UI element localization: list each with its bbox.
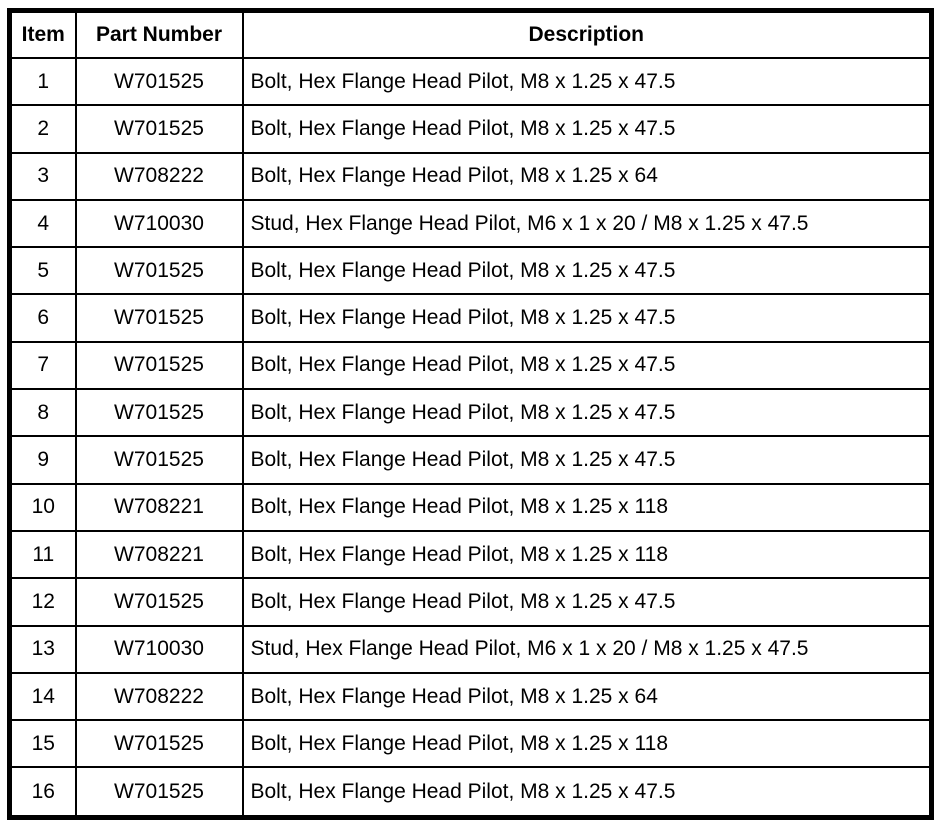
item-cell: 13: [10, 626, 76, 673]
part-number-cell: W701525: [76, 389, 243, 436]
description-cell: Bolt, Hex Flange Head Pilot, M8 x 1.25 x 47.5: [243, 247, 932, 294]
table-body: [10, 58, 932, 818]
item-cell: 9: [10, 436, 76, 483]
item-cell: 7: [10, 342, 76, 389]
column-header-description: Description: [243, 11, 932, 59]
table-row: [10, 531, 932, 578]
table-row: [10, 247, 932, 294]
description-cell: Bolt, Hex Flange Head Pilot, M8 x 1.25 x 47.5: [243, 342, 932, 389]
description-cell: Bolt, Hex Flange Head Pilot, M8 x 1.25 x 47.5: [243, 389, 932, 436]
header-row: [10, 11, 932, 59]
item-cell: 5: [10, 247, 76, 294]
table-row: [10, 200, 932, 247]
item-cell: 16: [10, 767, 76, 817]
description-cell: Bolt, Hex Flange Head Pilot, M8 x 1.25 x 47.5: [243, 436, 932, 483]
part-number-cell: W701525: [76, 767, 243, 817]
table-row: [10, 673, 932, 720]
column-header-part-number: Part Number: [76, 11, 243, 59]
table-row: [10, 389, 932, 436]
part-number-cell: W701525: [76, 436, 243, 483]
table-row: [10, 767, 932, 817]
description-cell: Stud, Hex Flange Head Pilot, M6 x 1 x 20 / M8 x 1.25 x 47.5: [243, 200, 932, 247]
column-header-item: Item: [10, 11, 76, 59]
part-number-cell: W710030: [76, 200, 243, 247]
description-cell: Stud, Hex Flange Head Pilot, M6 x 1 x 20 / M8 x 1.25 x 47.5: [243, 626, 932, 673]
part-number-cell: W701525: [76, 342, 243, 389]
description-cell: Bolt, Hex Flange Head Pilot, M8 x 1.25 x 64: [243, 673, 932, 720]
part-number-cell: W701525: [76, 58, 243, 105]
item-cell: 8: [10, 389, 76, 436]
description-cell: Bolt, Hex Flange Head Pilot, M8 x 1.25 x 118: [243, 720, 932, 767]
part-number-cell: W708221: [76, 531, 243, 578]
item-cell: 2: [10, 105, 76, 152]
part-number-cell: W701525: [76, 105, 243, 152]
table-row: [10, 626, 932, 673]
part-number-cell: W708222: [76, 673, 243, 720]
part-number-cell: W710030: [76, 626, 243, 673]
parts-table: [7, 8, 934, 820]
description-cell: Bolt, Hex Flange Head Pilot, M8 x 1.25 x 47.5: [243, 578, 932, 625]
part-number-cell: W701525: [76, 720, 243, 767]
table-row: [10, 436, 932, 483]
item-cell: 3: [10, 153, 76, 200]
item-cell: 14: [10, 673, 76, 720]
item-cell: 6: [10, 294, 76, 341]
description-cell: Bolt, Hex Flange Head Pilot, M8 x 1.25 x 64: [243, 153, 932, 200]
table-row: [10, 58, 932, 105]
item-cell: 4: [10, 200, 76, 247]
item-cell: 11: [10, 531, 76, 578]
table-row: [10, 153, 932, 200]
item-cell: 1: [10, 58, 76, 105]
description-cell: Bolt, Hex Flange Head Pilot, M8 x 1.25 x 47.5: [243, 294, 932, 341]
part-number-cell: W701525: [76, 294, 243, 341]
table-row: [10, 578, 932, 625]
table-row: [10, 720, 932, 767]
table-row: [10, 105, 932, 152]
item-cell: 15: [10, 720, 76, 767]
part-number-cell: W701525: [76, 247, 243, 294]
item-cell: 12: [10, 578, 76, 625]
description-cell: Bolt, Hex Flange Head Pilot, M8 x 1.25 x 47.5: [243, 767, 932, 817]
part-number-cell: W708221: [76, 484, 243, 531]
table-row: [10, 484, 932, 531]
part-number-cell: W708222: [76, 153, 243, 200]
item-cell: 10: [10, 484, 76, 531]
table-header: [10, 11, 932, 59]
table-row: [10, 342, 932, 389]
description-cell: Bolt, Hex Flange Head Pilot, M8 x 1.25 x 47.5: [243, 58, 932, 105]
part-number-cell: W701525: [76, 578, 243, 625]
table-row: [10, 294, 932, 341]
description-cell: Bolt, Hex Flange Head Pilot, M8 x 1.25 x 118: [243, 531, 932, 578]
description-cell: Bolt, Hex Flange Head Pilot, M8 x 1.25 x 47.5: [243, 105, 932, 152]
description-cell: Bolt, Hex Flange Head Pilot, M8 x 1.25 x 118: [243, 484, 932, 531]
